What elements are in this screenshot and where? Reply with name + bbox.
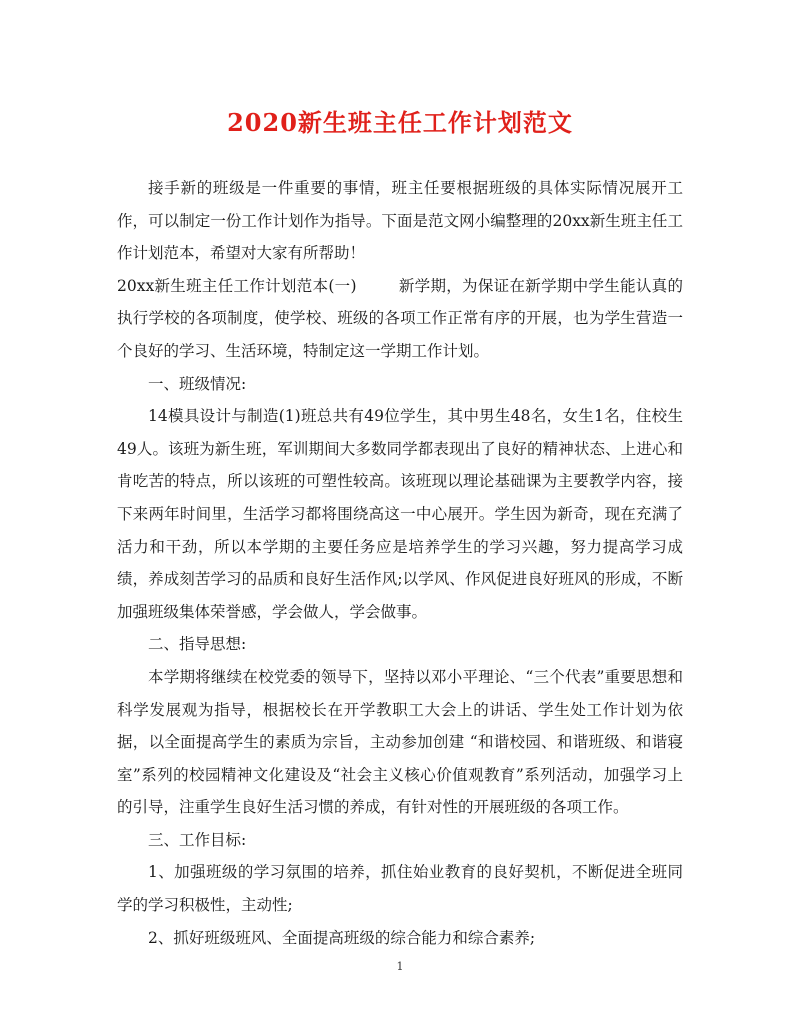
sample-text: 新学期，为保证在新学期中学生能认真的执行学校的各项制度，使学校、班级的各项工作正常有序的开展，也为学生营造一个良好的学习、生活环境，特制定这一学期工作计划。: [117, 276, 683, 360]
sample-paragraph: [117, 270, 683, 368]
sample-heading: 20xx新生班主任工作计划范本(一): [117, 276, 357, 295]
goal-1: 1、加强班级的学习氛围的培养，抓住始业教育的良好契机，不断促进全班同学的学习积极性，主动性;: [117, 863, 683, 915]
goal-2: 2、抓好班级班风、全面提高班级的综合能力和综合素养;: [148, 928, 536, 947]
section1-heading: 一、班级情况:: [148, 374, 247, 393]
section3-heading: 三、工作目标:: [148, 830, 247, 849]
section2-heading: 二、指导思想:: [148, 635, 247, 654]
intro-paragraph: 接手新的班级是一件重要的事情，班主任要根据班级的具体实际情况展开工作，可以制定一份工作计划作为指导。下面是范文网小编整理的20xx新生班主任工作计划范本，希望对大家有所帮助！: [117, 179, 683, 263]
section1-paragraph: 14模具设计与制造(1)班总共有49位学生，其中男生48名，女生1名，住校生49人。该班为新生班，军训期间大多数同学都表现出了良好的精神状态、上进心和肯吃苦的特点，所以该班的可塑性较高。该班现以理论基础课为主要教学内容，接下来两年时间里，生活学习都将围绕高这一中心展开。学生因为新奇，现在充满了活力和干劲，所以本学期的主要任务应是培养学生的学习兴趣，努力提高学习成绩，养成刻苦学习的品质和良好生活作风;以学风、作风促进良好班风的形成，不断加强班级集体荣誉感，学会做人，学会做事。: [117, 407, 683, 621]
page-number: 1: [396, 960, 404, 973]
section2-paragraph: 本学期将继续在校党委的领导下，坚持以邓小平理论、“三个代表”重要思想和科学发展观为指导，根据校长在开学教职工大会上的讲话、学生处工作计划为依据，以全面提高学生的素质为宗旨，主动参加创建 “和谐校园、和谐班级、和谐寝室”系列的校园精神文化建设及“社会主义核心价值观教育”系列活动，加强学习上的引导，注重学生良好生活习惯的养成，有针对性的开展班级的各项工作。: [117, 667, 683, 817]
document-title: 2020新生班主任工作计划范文: [227, 108, 573, 137]
document-body: [117, 172, 683, 954]
